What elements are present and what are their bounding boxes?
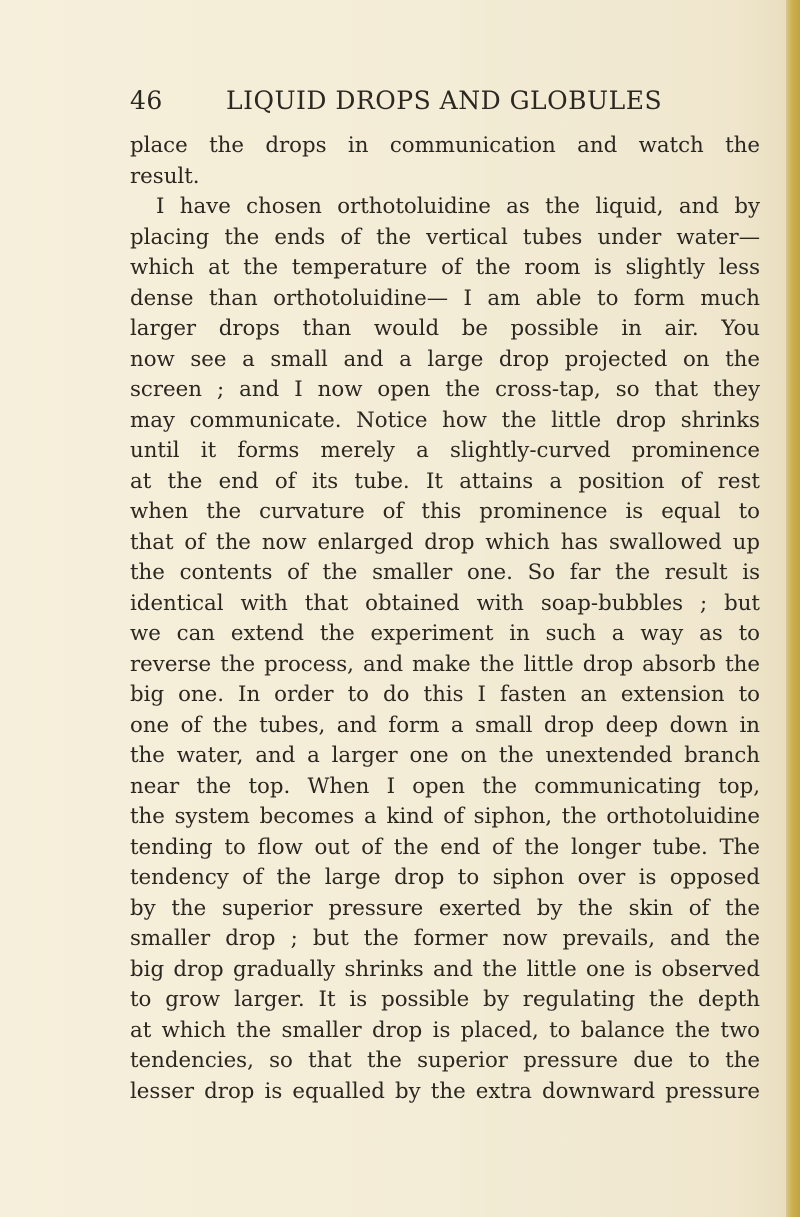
text-line: I have chosen orthotoluidine as the liquid, and by (156, 194, 760, 219)
text-line: by the superior pressure exerted by the skin of the (130, 895, 760, 921)
text-line: at the end of its tube. It attains a position of rest (130, 468, 760, 494)
text-line: when the curvature of this prominence is equal to (130, 499, 760, 524)
text-line: big drop gradually shrinks and the little one is observed (130, 956, 760, 982)
text-line: the system becomes a kind of siphon, the orthotoluidine (130, 804, 760, 829)
text-line: until it forms merely a slightly-curved prominence (130, 438, 760, 463)
text-line: identical with that obtained with soap-bubbles ; but (130, 590, 760, 616)
text-line: near the top. When I open the communicating top, (130, 773, 760, 799)
text-line: reverse the process, and make the little drop absorb the (130, 651, 760, 677)
text-line: may communicate. Notice how the little drop shrinks (130, 407, 760, 433)
page-header (130, 86, 690, 118)
running-title: LIQUID DROPS AND GLOBULES (226, 86, 663, 115)
text-line: now see a small and a large drop projected on the (130, 346, 760, 372)
text-line: tendency of the large drop to siphon over is opposed (130, 865, 760, 890)
text-line: tending to flow out of the end of the longer tube. The (130, 834, 760, 860)
text-line: we can extend the experiment in such a way as to (130, 621, 760, 646)
text-line: the contents of the smaller one. So far the result is (130, 560, 760, 585)
text-line: screen ; and I now open the cross-tap, so that they (130, 377, 760, 402)
text-line: at which the smaller drop is placed, to balance the two (130, 1017, 760, 1043)
text-line: tendencies, so that the superior pressure due to the (130, 1048, 760, 1073)
text-line: smaller drop ; but the former now prevails, and the (130, 926, 760, 951)
text-line: placing the ends of the vertical tubes under water— (130, 224, 760, 250)
text-line: big one. In order to do this I fasten an extension to (130, 682, 760, 707)
page-edge (786, 0, 800, 1217)
text-line: result. (130, 163, 200, 189)
text-line: that of the now enlarged drop which has swallowed up (130, 529, 760, 555)
text-line: place the drops in communication and watch the (130, 133, 760, 158)
text-line: which at the temperature of the room is slightly less (130, 255, 760, 280)
text-line: lesser drop is equalled by the extra downward pressure (130, 1078, 760, 1104)
text-line: to grow larger. It is possible by regulating the depth (130, 987, 760, 1012)
page-number: 46 (130, 86, 163, 115)
body-text (130, 131, 760, 1107)
text-line: the water, and a larger one on the unextended branch (130, 743, 760, 768)
text-line: larger drops than would be possible in air. You (130, 316, 760, 341)
text-line: dense than orthotoluidine— I am able to form much (130, 285, 760, 311)
text-line: one of the tubes, and form a small drop deep down in (130, 712, 760, 738)
